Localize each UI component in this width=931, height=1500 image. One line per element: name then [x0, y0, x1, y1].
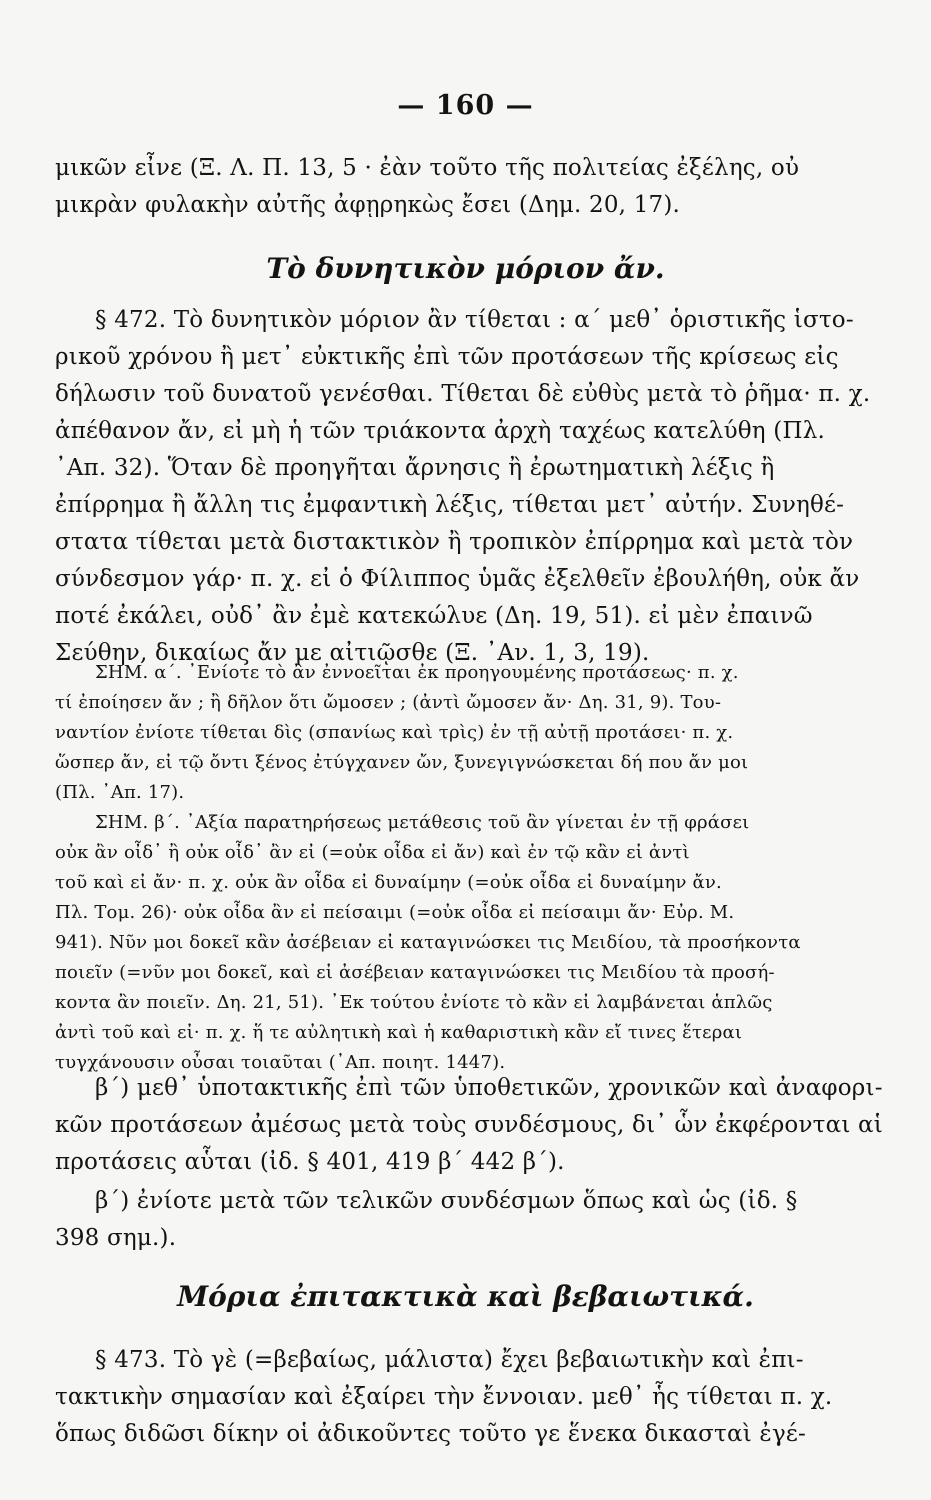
text-line: (Πλ. ᾽Απ. 17).	[55, 782, 185, 803]
text-line: ἀπέθανον ἄν, εἰ μὴ ἡ τῶν τριάκοντα ἀρχὴ ταχέως κατελύθη (Πλ.	[55, 418, 826, 444]
section-472	[55, 302, 905, 672]
page-number: — 160 —	[397, 90, 534, 121]
note-a	[55, 658, 905, 808]
text-line: 398 σημ.).	[55, 1225, 177, 1251]
text-line: προτάσεις αὗται (ἰδ. § 401, 419 β΄ 442 β΄).	[55, 1149, 565, 1175]
text-line: β΄) μεθ᾽ ὑποτακτικῆς ἐπὶ τῶν ὑποθετικῶν, χρονικῶν καὶ ἀναφορι-	[95, 1075, 883, 1101]
text-line: ναντίον ἐνίοτε τίθεται δὶς (σπανίως καὶ τρὶς) ἐν τῇ αὐτῇ προτάσει· π. χ.	[55, 722, 734, 743]
text-line: οὐκ ἂν οἶδ᾽ ἢ οὐκ οἶδ᾽ ἂν εἰ (=οὐκ οἶδα εἰ ἄν) καὶ ἐν τῷ κἂν εἰ ἀντὶ	[55, 842, 690, 863]
text-line: τοῦ καὶ εἰ ἄν· π. χ. οὐκ ἂν οἶδα εἰ δυναίμην (=οὐκ οἶδα εἰ δυναίμην ἄν.	[55, 872, 722, 893]
text-line: τυγχάνουσιν οὖσαι τοιαῦται (᾽Απ. ποιητ. 1447).	[55, 1052, 506, 1073]
text-line: ὅπως διδῶσι δίκην οἱ ἀδικοῦντες τοῦτο γε ἕνεκα δικασταὶ ἐγέ-	[55, 1421, 807, 1447]
text-line: ᾽Απ. 32). Ὅταν δὲ προηγῆται ἄρνησις ἢ ἐρωτηματικὴ λέξις ἢ	[55, 455, 775, 481]
text-line: ὥσπερ ἄν, εἰ τῷ ὄντι ξένος ἐτύγχανεν ὤν, ξυνεγιγνώσκεται δή που ἄν μοι	[55, 752, 749, 773]
section-heading-dynamic-particle: Τὸ δυνητικὸν μόριον ἄν.	[266, 252, 665, 285]
text-line: ποτέ ἐκάλει, οὐδ᾽ ἂν ἐμὲ κατεκώλυε (Δη. 19, 51). εἰ μὲν ἐπαινῶ	[55, 603, 813, 629]
text-line: ΣΗΜ. α΄. ᾽Ενίοτε τὸ ἂν ἐννοεῖται ἐκ προηγουμένης προτάσεως· π. χ.	[95, 662, 739, 683]
text-line: σύνδεσμον γάρ· π. χ. εἰ ὁ Φίλιππος ὑμᾶς ἐξελθεῖν ἐβουλήθη, οὐκ ἄν	[55, 566, 860, 592]
text-line: ἐπίρρημα ἢ ἄλλη τις ἐμφαντικὴ λέξις, τίθεται μετ᾽ αὐτήν. Συνηθέ-	[55, 492, 845, 518]
text-line: Σεύθην, δικαίως ἄν με αἰτιῷσθε (Ξ. ᾽Αν. 1, 3, 19).	[55, 640, 650, 666]
text-line: ρικοῦ χρόνου ἢ μετ᾽ εὐκτικῆς ἐπὶ τῶν προτάσεων τῆς κρίσεως εἰς	[55, 344, 839, 370]
text-line: κοντα ἂν ποιεῖν. Δη. 21, 51). ᾽Εκ τούτου ἐνίοτε τὸ κἂν εἰ λαμβάνεται ἁπλῶς	[55, 992, 773, 1013]
text-line: ΣΗΜ. β΄. ᾽Αξία παρατηρήσεως μετάθεσις τοῦ ἂν γίνεται ἐν τῇ φράσει	[95, 812, 750, 833]
text-line: κῶν προτάσεων ἀμέσως μετὰ τοὺς συνδέσμους, δι᾽ ὧν ἐκφέρονται αἱ	[55, 1112, 883, 1138]
text-line: μικρὰν φυλακὴν αὐτῆς ἀφῃρηκὼς ἔσει (Δημ. 20, 17).	[55, 192, 681, 218]
text-line: τί ἐποίησεν ἄν ; ἢ δῆλον ὅτι ὤμοσεν ; (ἀντὶ ὤμοσεν ἄν· Δη. 31, 9). Του-	[55, 692, 722, 713]
text-line: δήλωσιν τοῦ δυνατοῦ γενέσθαι. Τίθεται δὲ εὐθὺς μετὰ τὸ ῥῆμα· π. χ.	[55, 381, 871, 407]
text-line: στατα τίθεται μετὰ διστακτικὸν ἢ τροπικὸν ἐπίρρημα καὶ μετὰ τὸν	[55, 529, 854, 555]
section-473	[55, 1342, 905, 1453]
text-line: ἀντὶ τοῦ καὶ εἰ· π. χ. ἥ τε αὐλητικὴ καὶ ἡ καθαριστικὴ κἂν εἴ τινες ἕτεραι	[55, 1022, 743, 1043]
intro-paragraph	[55, 150, 905, 224]
clause-beta	[55, 1070, 905, 1181]
text-line: μικῶν εἶνε (Ξ. Λ. Π. 13, 5 · ἐὰν τοῦτο τῆς πολιτείας ἐξέλης, οὐ	[55, 155, 800, 181]
text-line: Πλ. Τομ. 26)· οὐκ οἶδα ἂν εἰ πείσαιμι (=οὐκ οἶδα εἰ πείσαιμι ἄν· Εὐρ. Μ.	[55, 902, 735, 923]
section-heading-emphatic-particles: Μόρια ἐπιτακτικὰ καὶ βεβαιωτικά.	[177, 1280, 754, 1313]
text-line: ποιεῖν (=νῦν μοι δοκεῖ, καὶ εἰ ἀσέβειαν καταγινώσκει τις Μειδίου τὰ προσή-	[55, 962, 775, 983]
note-b	[55, 808, 905, 1078]
text-line: β΄) ἐνίοτε μετὰ τῶν τελικῶν συνδέσμων ὅπως καὶ ὡς (ἰδ. §	[95, 1188, 798, 1214]
text-line: § 472. Τὸ δυνητικὸν μόριον ἂν τίθεται : α΄ μεθ᾽ ὁριστικῆς ἱστο-	[95, 307, 854, 333]
clause-gamma	[55, 1183, 905, 1257]
text-line: τακτικὴν σημασίαν καὶ ἐξαίρει τὴν ἔννοιαν. μεθ᾽ ἧς τίθεται π. χ.	[55, 1384, 833, 1410]
text-line: 941). Νῦν μοι δοκεῖ κἂν ἀσέβειαν εἰ καταγινώσκει τις Μειδίου, τὰ προσήκοντα	[55, 932, 801, 953]
text-line: § 473. Τὸ γὲ (=βεβαίως, μάλιστα) ἔχει βεβαιωτικὴν καὶ ἐπι-	[95, 1347, 804, 1373]
